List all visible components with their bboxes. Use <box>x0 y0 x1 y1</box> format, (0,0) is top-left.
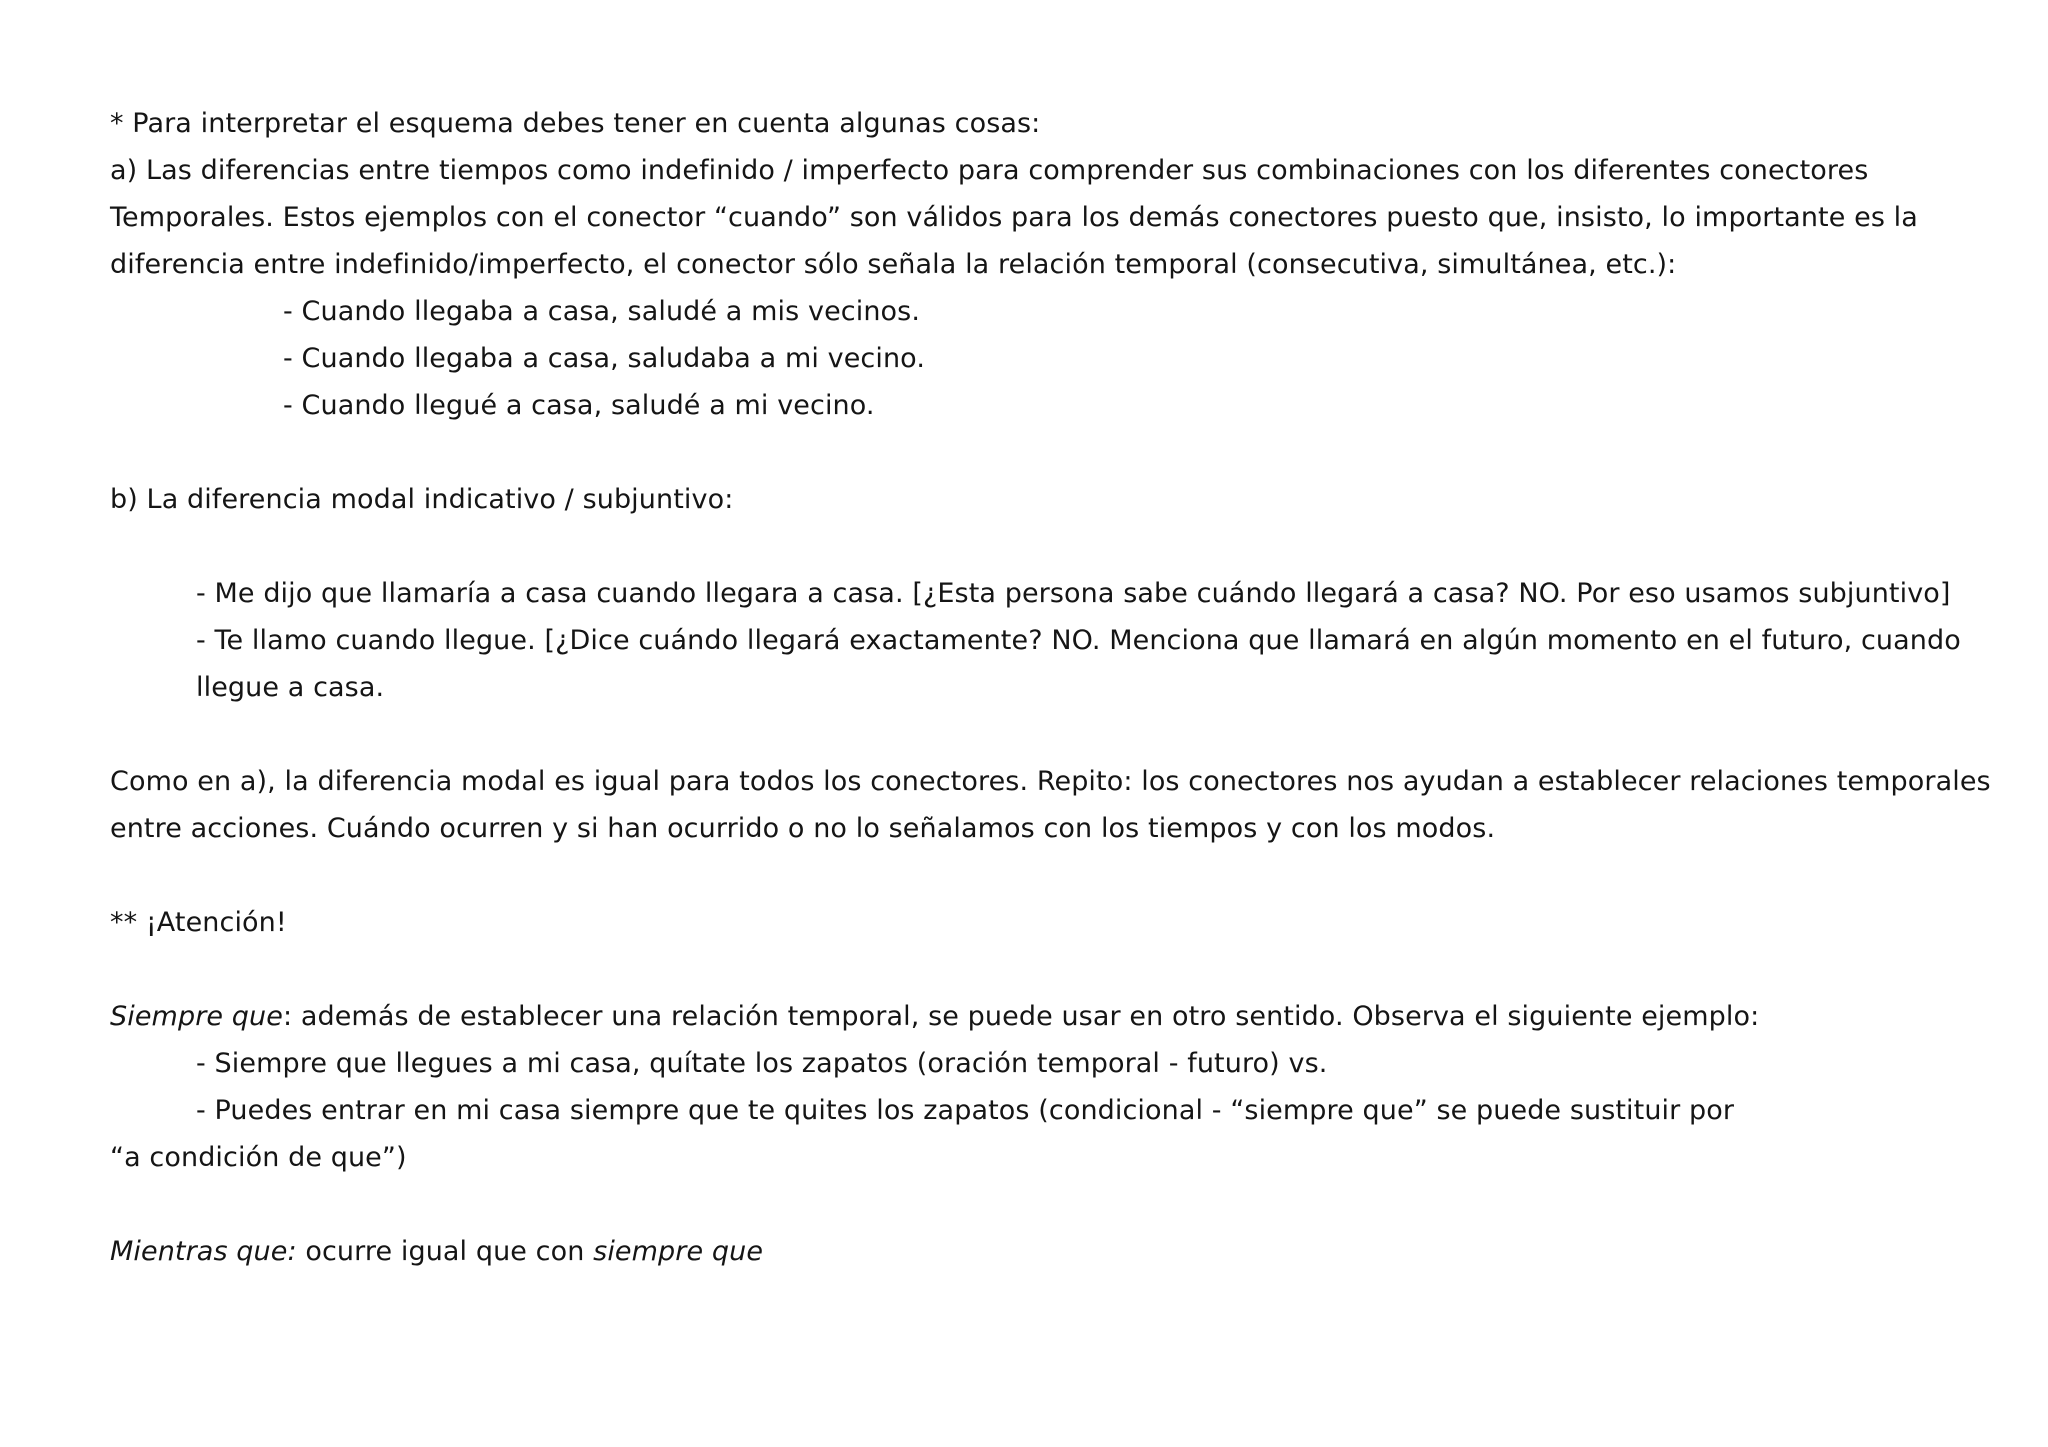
siempre-que-line <box>110 993 2000 1040</box>
spacer <box>110 429 2000 476</box>
example-a-1: - Cuando llegaba a casa, saludé a mis vecinos. <box>283 296 921 327</box>
section-a-line-2: Temporales. Estos ejemplos con el conector “cuando” son válidos para los demás conectores puesto que, insisto, lo importante es la <box>110 202 1918 233</box>
siempre-example-2-continuation: “a condición de que”) <box>110 1142 407 1173</box>
attention-heading: ** ¡Atención! <box>110 907 287 938</box>
section-a-line-3: diferencia entre indefinido/imperfecto, el conector sólo señala la relación temporal (consecutiva, simultánea, etc.): <box>110 249 1677 280</box>
spacer <box>110 1181 2000 1228</box>
spacer <box>110 523 2000 570</box>
modal-paragraph-line-1: Como en a), la diferencia modal es igual para todos los conectores. Repito: los conectores nos ayudan a establecer relaciones temporales <box>110 766 1991 797</box>
siempre-que-term: Siempre que <box>110 1001 283 1032</box>
mientras-que-line <box>110 1228 2000 1275</box>
siempre-que-text: : además de establecer una relación temporal, se puede usar en otro sentido. Observa el siguiente ejemplo: <box>282 1001 1760 1032</box>
siempre-que-reference: siempre que <box>593 1236 764 1267</box>
example-a-2: - Cuando llegaba a casa, saludaba a mi vecino. <box>283 343 926 374</box>
intro-line: * Para interpretar el esquema debes tener en cuenta algunas cosas: <box>110 108 1041 139</box>
example-b-2-continuation: llegue a casa. <box>196 672 385 703</box>
mientras-que-text: ocurre igual que con <box>296 1236 594 1267</box>
mientras-que-term: Mientras que: <box>110 1236 297 1267</box>
spacer <box>110 711 2000 758</box>
spacer <box>110 852 2000 899</box>
section-b-heading: b) La diferencia modal indicativo / subjuntivo: <box>110 484 734 515</box>
example-b-1: - Me dijo que llamaría a casa cuando llegara a casa. [¿Esta persona sabe cuándo llegará a casa? NO. Por eso usamos subjuntivo] <box>196 578 1951 609</box>
document-page <box>110 100 2000 1275</box>
section-a-line-1: a) Las diferencias entre tiempos como indefinido / imperfecto para comprender sus combinaciones con los diferentes conectores <box>110 155 1869 186</box>
spacer <box>110 946 2000 993</box>
siempre-example-1: - Siempre que llegues a mi casa, quítate los zapatos (oración temporal - futuro) vs. <box>196 1048 1328 1079</box>
siempre-example-2: - Puedes entrar en mi casa siempre que te quites los zapatos (condicional - “siempre que” se puede sustituir por <box>196 1095 1735 1126</box>
example-a-3: - Cuando llegué a casa, saludé a mi vecino. <box>283 390 875 421</box>
example-b-2: - Te llamo cuando llegue. [¿Dice cuándo llegará exactamente? NO. Menciona que llamará en algún momento en el futuro, cuando <box>196 625 1961 656</box>
modal-paragraph-line-2: entre acciones. Cuándo ocurren y si han ocurrido o no lo señalamos con los tiempos y con los modos. <box>110 813 1496 844</box>
